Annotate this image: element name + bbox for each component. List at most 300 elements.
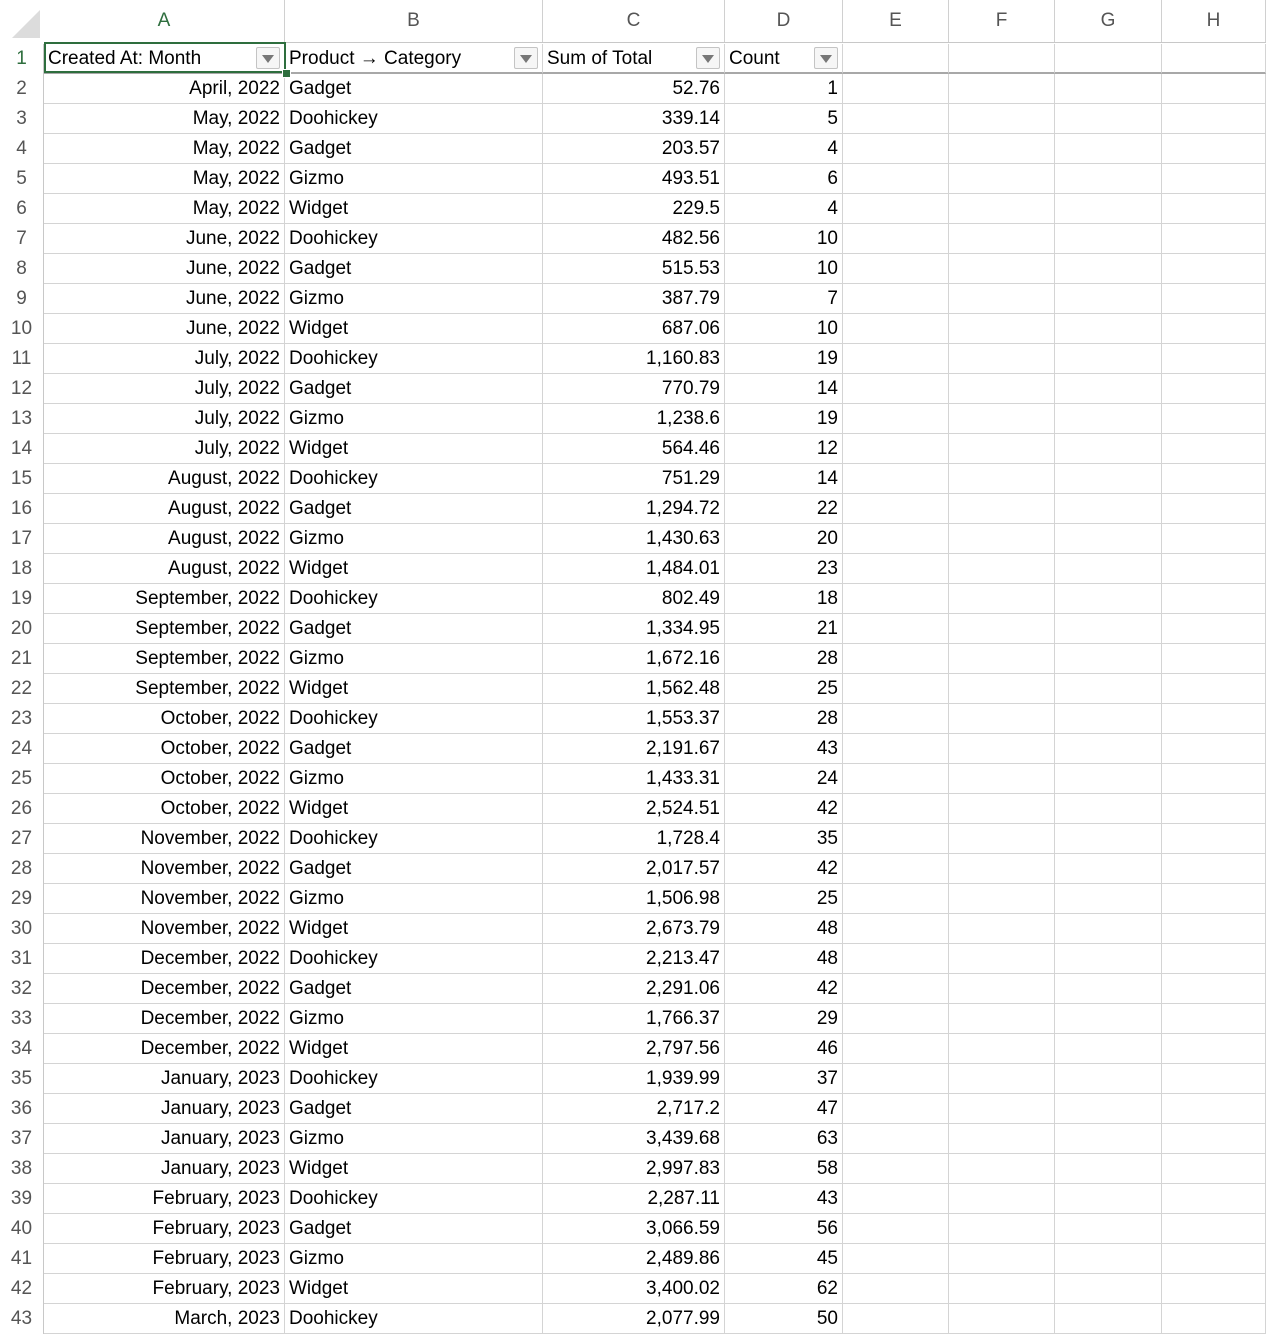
cell-count[interactable]: 19	[725, 344, 843, 374]
empty-cell[interactable]	[1162, 1154, 1266, 1184]
empty-cell[interactable]	[843, 1004, 949, 1034]
cell-count[interactable]: 21	[725, 614, 843, 644]
cell-count[interactable]: 14	[725, 464, 843, 494]
cell-count[interactable]: 4	[725, 134, 843, 164]
row-header[interactable]: 38	[0, 1154, 44, 1184]
empty-cell[interactable]	[1055, 1184, 1162, 1214]
empty-cell[interactable]	[949, 1304, 1055, 1334]
empty-cell[interactable]	[843, 104, 949, 134]
row-header[interactable]: 30	[0, 914, 44, 944]
cell-count[interactable]: 19	[725, 404, 843, 434]
empty-cell[interactable]	[1055, 1094, 1162, 1124]
empty-cell[interactable]	[949, 764, 1055, 794]
empty-cell[interactable]	[949, 1124, 1055, 1154]
cell-sum-of-total[interactable]: 770.79	[543, 374, 725, 404]
cell-sum-of-total[interactable]: 2,489.86	[543, 1244, 725, 1274]
empty-cell[interactable]	[1055, 74, 1162, 104]
empty-cell[interactable]	[1162, 464, 1266, 494]
cell-product-category[interactable]: Gizmo	[285, 764, 543, 794]
empty-cell[interactable]	[949, 44, 1055, 74]
cell-created-at-month[interactable]: May, 2022	[44, 164, 285, 194]
column-header-b[interactable]: B	[285, 0, 543, 42]
cell-created-at-month[interactable]: June, 2022	[44, 254, 285, 284]
row-header[interactable]: 41	[0, 1244, 44, 1274]
empty-cell[interactable]	[949, 1154, 1055, 1184]
cell-sum-of-total[interactable]: 229.5	[543, 194, 725, 224]
empty-cell[interactable]	[949, 1004, 1055, 1034]
empty-cell[interactable]	[843, 794, 949, 824]
cell-created-at-month[interactable]: June, 2022	[44, 314, 285, 344]
column-header-g[interactable]: G	[1055, 0, 1162, 42]
empty-cell[interactable]	[949, 584, 1055, 614]
empty-cell[interactable]	[949, 554, 1055, 584]
cell-product-category[interactable]: Doohickey	[285, 1064, 543, 1094]
empty-cell[interactable]	[949, 734, 1055, 764]
cell-created-at-month[interactable]: September, 2022	[44, 584, 285, 614]
column-header-e[interactable]: E	[843, 0, 949, 42]
cell-product-category[interactable]: Widget	[285, 1274, 543, 1304]
row-header[interactable]: 35	[0, 1064, 44, 1094]
empty-cell[interactable]	[843, 404, 949, 434]
cell-created-at-month[interactable]: November, 2022	[44, 914, 285, 944]
cell-product-category[interactable]: Widget	[285, 434, 543, 464]
row-header[interactable]: 28	[0, 854, 44, 884]
empty-cell[interactable]	[1162, 494, 1266, 524]
row-header[interactable]: 24	[0, 734, 44, 764]
cell-count[interactable]: 10	[725, 224, 843, 254]
empty-cell[interactable]	[1162, 1184, 1266, 1214]
cell-count[interactable]: 5	[725, 104, 843, 134]
cell-product-category[interactable]: Gadget	[285, 854, 543, 884]
cell-count[interactable]: 28	[725, 704, 843, 734]
empty-cell[interactable]	[1162, 734, 1266, 764]
cell-created-at-month[interactable]: April, 2022	[44, 74, 285, 104]
cell-created-at-month[interactable]: June, 2022	[44, 284, 285, 314]
empty-cell[interactable]	[949, 104, 1055, 134]
row-header[interactable]: 39	[0, 1184, 44, 1214]
empty-cell[interactable]	[949, 614, 1055, 644]
empty-cell[interactable]	[1162, 1274, 1266, 1304]
empty-cell[interactable]	[843, 914, 949, 944]
column-header-c[interactable]: C	[543, 0, 725, 42]
filter-dropdown-a-icon[interactable]	[256, 47, 280, 69]
column-header-h[interactable]: H	[1162, 0, 1266, 42]
empty-cell[interactable]	[843, 1034, 949, 1064]
row-header[interactable]: 14	[0, 434, 44, 464]
cell-product-category[interactable]: Gadget	[285, 494, 543, 524]
cell-product-category[interactable]: Gizmo	[285, 404, 543, 434]
cell-product-category[interactable]: Doohickey	[285, 704, 543, 734]
cell-count[interactable]: 23	[725, 554, 843, 584]
cell-count[interactable]: 43	[725, 734, 843, 764]
cell-product-category[interactable]: Gadget	[285, 734, 543, 764]
cell-count[interactable]: 18	[725, 584, 843, 614]
row-header[interactable]: 2	[0, 74, 44, 104]
cell-count[interactable]: 10	[725, 314, 843, 344]
cell-count[interactable]: 37	[725, 1064, 843, 1094]
cell-count[interactable]: 28	[725, 644, 843, 674]
cell-sum-of-total[interactable]: 1,672.16	[543, 644, 725, 674]
row-header[interactable]: 21	[0, 644, 44, 674]
cell-sum-of-total[interactable]: 2,673.79	[543, 914, 725, 944]
empty-cell[interactable]	[1162, 314, 1266, 344]
cell-created-at-month[interactable]: March, 2023	[44, 1304, 285, 1334]
empty-cell[interactable]	[1055, 824, 1162, 854]
cell-created-at-month[interactable]: October, 2022	[44, 794, 285, 824]
empty-cell[interactable]	[949, 704, 1055, 734]
cell-sum-of-total[interactable]: 1,430.63	[543, 524, 725, 554]
empty-cell[interactable]	[1055, 134, 1162, 164]
row-header[interactable]: 5	[0, 164, 44, 194]
empty-cell[interactable]	[1162, 104, 1266, 134]
row-header[interactable]: 20	[0, 614, 44, 644]
cell-sum-of-total[interactable]: 3,400.02	[543, 1274, 725, 1304]
filter-dropdown-b-icon[interactable]	[514, 47, 538, 69]
cell-created-at-month[interactable]: September, 2022	[44, 674, 285, 704]
cell-product-category[interactable]: Widget	[285, 194, 543, 224]
empty-cell[interactable]	[1055, 644, 1162, 674]
empty-cell[interactable]	[1162, 254, 1266, 284]
cell-sum-of-total[interactable]: 1,433.31	[543, 764, 725, 794]
cell-sum-of-total[interactable]: 203.57	[543, 134, 725, 164]
cell-created-at-month[interactable]: December, 2022	[44, 974, 285, 1004]
empty-cell[interactable]	[843, 1274, 949, 1304]
empty-cell[interactable]	[1055, 1274, 1162, 1304]
cell-sum-of-total[interactable]: 564.46	[543, 434, 725, 464]
cell-sum-of-total[interactable]: 1,939.99	[543, 1064, 725, 1094]
header-cell-created-at-month[interactable]	[44, 44, 285, 74]
empty-cell[interactable]	[949, 314, 1055, 344]
cell-created-at-month[interactable]: February, 2023	[44, 1214, 285, 1244]
empty-cell[interactable]	[949, 284, 1055, 314]
cell-sum-of-total[interactable]: 3,439.68	[543, 1124, 725, 1154]
empty-cell[interactable]	[1055, 464, 1162, 494]
empty-cell[interactable]	[843, 494, 949, 524]
cell-product-category[interactable]: Doohickey	[285, 584, 543, 614]
empty-cell[interactable]	[1162, 1034, 1266, 1064]
cell-created-at-month[interactable]: October, 2022	[44, 734, 285, 764]
cell-count[interactable]: 50	[725, 1304, 843, 1334]
cell-product-category[interactable]: Doohickey	[285, 224, 543, 254]
column-header-a[interactable]: A	[44, 0, 285, 42]
empty-cell[interactable]	[1055, 374, 1162, 404]
cell-product-category[interactable]: Doohickey	[285, 824, 543, 854]
cell-sum-of-total[interactable]: 1,484.01	[543, 554, 725, 584]
empty-cell[interactable]	[1055, 1214, 1162, 1244]
empty-cell[interactable]	[949, 134, 1055, 164]
cell-sum-of-total[interactable]: 687.06	[543, 314, 725, 344]
empty-cell[interactable]	[843, 254, 949, 284]
empty-cell[interactable]	[949, 1094, 1055, 1124]
empty-cell[interactable]	[949, 434, 1055, 464]
cell-count[interactable]: 22	[725, 494, 843, 524]
empty-cell[interactable]	[1162, 44, 1266, 74]
empty-cell[interactable]	[843, 1154, 949, 1184]
cell-sum-of-total[interactable]: 1,728.4	[543, 824, 725, 854]
empty-cell[interactable]	[843, 434, 949, 464]
cell-created-at-month[interactable]: January, 2023	[44, 1124, 285, 1154]
empty-cell[interactable]	[843, 134, 949, 164]
empty-cell[interactable]	[1055, 494, 1162, 524]
cell-sum-of-total[interactable]: 1,553.37	[543, 704, 725, 734]
cell-created-at-month[interactable]: October, 2022	[44, 764, 285, 794]
empty-cell[interactable]	[1055, 734, 1162, 764]
empty-cell[interactable]	[843, 1124, 949, 1154]
empty-cell[interactable]	[1055, 284, 1162, 314]
cell-product-category[interactable]: Widget	[285, 794, 543, 824]
empty-cell[interactable]	[949, 1064, 1055, 1094]
empty-cell[interactable]	[1162, 614, 1266, 644]
empty-cell[interactable]	[843, 854, 949, 884]
empty-cell[interactable]	[843, 1184, 949, 1214]
empty-cell[interactable]	[949, 224, 1055, 254]
empty-cell[interactable]	[843, 224, 949, 254]
row-header[interactable]: 43	[0, 1304, 44, 1334]
cell-created-at-month[interactable]: July, 2022	[44, 344, 285, 374]
cell-product-category[interactable]: Gadget	[285, 1094, 543, 1124]
empty-cell[interactable]	[1055, 974, 1162, 1004]
header-cell-product-category[interactable]	[285, 44, 543, 74]
row-header[interactable]: 11	[0, 344, 44, 374]
cell-sum-of-total[interactable]: 387.79	[543, 284, 725, 314]
cell-product-category[interactable]: Gizmo	[285, 524, 543, 554]
cell-sum-of-total[interactable]: 493.51	[543, 164, 725, 194]
cell-sum-of-total[interactable]: 2,191.67	[543, 734, 725, 764]
empty-cell[interactable]	[949, 1034, 1055, 1064]
empty-cell[interactable]	[1055, 44, 1162, 74]
empty-cell[interactable]	[843, 824, 949, 854]
cell-sum-of-total[interactable]: 1,562.48	[543, 674, 725, 704]
cell-created-at-month[interactable]: January, 2023	[44, 1094, 285, 1124]
cell-count[interactable]: 45	[725, 1244, 843, 1274]
row-header[interactable]: 7	[0, 224, 44, 254]
row-header[interactable]: 8	[0, 254, 44, 284]
cell-product-category[interactable]: Gadget	[285, 974, 543, 1004]
cell-count[interactable]: 48	[725, 914, 843, 944]
cell-product-category[interactable]: Widget	[285, 314, 543, 344]
empty-cell[interactable]	[1055, 884, 1162, 914]
cell-product-category[interactable]: Widget	[285, 1034, 543, 1064]
empty-cell[interactable]	[949, 194, 1055, 224]
empty-cell[interactable]	[949, 794, 1055, 824]
cell-created-at-month[interactable]: August, 2022	[44, 464, 285, 494]
empty-cell[interactable]	[1162, 914, 1266, 944]
cell-count[interactable]: 63	[725, 1124, 843, 1154]
cell-sum-of-total[interactable]: 2,291.06	[543, 974, 725, 1004]
empty-cell[interactable]	[949, 524, 1055, 554]
cell-created-at-month[interactable]: October, 2022	[44, 704, 285, 734]
empty-cell[interactable]	[1055, 854, 1162, 884]
row-header[interactable]: 23	[0, 704, 44, 734]
cell-product-category[interactable]: Gizmo	[285, 1004, 543, 1034]
cell-created-at-month[interactable]: November, 2022	[44, 884, 285, 914]
cell-created-at-month[interactable]: August, 2022	[44, 494, 285, 524]
cell-product-category[interactable]: Doohickey	[285, 464, 543, 494]
cell-created-at-month[interactable]: September, 2022	[44, 614, 285, 644]
empty-cell[interactable]	[1162, 194, 1266, 224]
empty-cell[interactable]	[843, 464, 949, 494]
empty-cell[interactable]	[843, 1244, 949, 1274]
empty-cell[interactable]	[949, 344, 1055, 374]
row-header[interactable]: 13	[0, 404, 44, 434]
empty-cell[interactable]	[1055, 1304, 1162, 1334]
cell-product-category[interactable]: Widget	[285, 554, 543, 584]
cell-count[interactable]: 56	[725, 1214, 843, 1244]
empty-cell[interactable]	[843, 584, 949, 614]
row-header[interactable]: 22	[0, 674, 44, 704]
empty-cell[interactable]	[1162, 1304, 1266, 1334]
row-header[interactable]: 36	[0, 1094, 44, 1124]
empty-cell[interactable]	[1055, 554, 1162, 584]
cell-sum-of-total[interactable]: 1,334.95	[543, 614, 725, 644]
cell-sum-of-total[interactable]: 2,287.11	[543, 1184, 725, 1214]
cell-product-category[interactable]: Widget	[285, 674, 543, 704]
row-header[interactable]: 37	[0, 1124, 44, 1154]
empty-cell[interactable]	[1055, 404, 1162, 434]
cell-created-at-month[interactable]: December, 2022	[44, 1004, 285, 1034]
cell-count[interactable]: 48	[725, 944, 843, 974]
cell-product-category[interactable]: Doohickey	[285, 944, 543, 974]
row-header[interactable]: 19	[0, 584, 44, 614]
empty-cell[interactable]	[1055, 914, 1162, 944]
empty-cell[interactable]	[843, 284, 949, 314]
empty-cell[interactable]	[1162, 344, 1266, 374]
row-header[interactable]: 34	[0, 1034, 44, 1064]
empty-cell[interactable]	[843, 1094, 949, 1124]
empty-cell[interactable]	[843, 374, 949, 404]
cell-count[interactable]: 42	[725, 854, 843, 884]
cell-sum-of-total[interactable]: 802.49	[543, 584, 725, 614]
empty-cell[interactable]	[1162, 374, 1266, 404]
empty-cell[interactable]	[843, 164, 949, 194]
cell-created-at-month[interactable]: May, 2022	[44, 104, 285, 134]
empty-cell[interactable]	[1055, 584, 1162, 614]
empty-cell[interactable]	[843, 734, 949, 764]
cell-count[interactable]: 43	[725, 1184, 843, 1214]
empty-cell[interactable]	[1162, 824, 1266, 854]
empty-cell[interactable]	[1162, 1214, 1266, 1244]
empty-cell[interactable]	[949, 1214, 1055, 1244]
row-header[interactable]: 33	[0, 1004, 44, 1034]
cell-count[interactable]: 42	[725, 794, 843, 824]
cell-product-category[interactable]: Gizmo	[285, 1244, 543, 1274]
empty-cell[interactable]	[1162, 224, 1266, 254]
empty-cell[interactable]	[1162, 764, 1266, 794]
empty-cell[interactable]	[1055, 1034, 1162, 1064]
row-header[interactable]: 9	[0, 284, 44, 314]
empty-cell[interactable]	[949, 1244, 1055, 1274]
cell-sum-of-total[interactable]: 2,997.83	[543, 1154, 725, 1184]
cell-product-category[interactable]: Doohickey	[285, 344, 543, 374]
empty-cell[interactable]	[843, 764, 949, 794]
cell-sum-of-total[interactable]: 2,213.47	[543, 944, 725, 974]
cell-created-at-month[interactable]: June, 2022	[44, 224, 285, 254]
empty-cell[interactable]	[949, 974, 1055, 1004]
empty-cell[interactable]	[843, 74, 949, 104]
cell-sum-of-total[interactable]: 2,717.2	[543, 1094, 725, 1124]
cell-product-category[interactable]: Gadget	[285, 134, 543, 164]
row-header[interactable]: 16	[0, 494, 44, 524]
cell-created-at-month[interactable]: August, 2022	[44, 554, 285, 584]
cell-product-category[interactable]: Gadget	[285, 254, 543, 284]
cell-sum-of-total[interactable]: 2,077.99	[543, 1304, 725, 1334]
row-header[interactable]: 15	[0, 464, 44, 494]
cell-product-category[interactable]: Gadget	[285, 614, 543, 644]
cell-product-category[interactable]: Gizmo	[285, 884, 543, 914]
row-header[interactable]: 18	[0, 554, 44, 584]
empty-cell[interactable]	[1055, 1004, 1162, 1034]
cell-created-at-month[interactable]: December, 2022	[44, 1034, 285, 1064]
empty-cell[interactable]	[1162, 854, 1266, 884]
cell-created-at-month[interactable]: November, 2022	[44, 824, 285, 854]
empty-cell[interactable]	[949, 494, 1055, 524]
cell-sum-of-total[interactable]: 1,294.72	[543, 494, 725, 524]
empty-cell[interactable]	[1162, 674, 1266, 704]
cell-product-category[interactable]: Widget	[285, 1154, 543, 1184]
empty-cell[interactable]	[843, 1304, 949, 1334]
empty-cell[interactable]	[843, 614, 949, 644]
row-header[interactable]: 26	[0, 794, 44, 824]
empty-cell[interactable]	[1055, 944, 1162, 974]
cell-sum-of-total[interactable]: 751.29	[543, 464, 725, 494]
cell-sum-of-total[interactable]: 1,766.37	[543, 1004, 725, 1034]
row-header[interactable]: 32	[0, 974, 44, 1004]
empty-cell[interactable]	[843, 314, 949, 344]
cell-created-at-month[interactable]: May, 2022	[44, 134, 285, 164]
empty-cell[interactable]	[1055, 104, 1162, 134]
cell-sum-of-total[interactable]: 3,066.59	[543, 1214, 725, 1244]
empty-cell[interactable]	[1055, 314, 1162, 344]
empty-cell[interactable]	[1162, 554, 1266, 584]
cell-product-category[interactable]: Widget	[285, 914, 543, 944]
empty-cell[interactable]	[843, 1214, 949, 1244]
filter-dropdown-c-icon[interactable]	[696, 47, 720, 69]
empty-cell[interactable]	[1055, 704, 1162, 734]
empty-cell[interactable]	[1162, 644, 1266, 674]
cell-product-category[interactable]: Gadget	[285, 1214, 543, 1244]
cell-count[interactable]: 10	[725, 254, 843, 284]
empty-cell[interactable]	[949, 164, 1055, 194]
empty-cell[interactable]	[1162, 434, 1266, 464]
empty-cell[interactable]	[1055, 434, 1162, 464]
row-header[interactable]: 25	[0, 764, 44, 794]
empty-cell[interactable]	[1162, 524, 1266, 554]
cell-count[interactable]: 24	[725, 764, 843, 794]
cell-created-at-month[interactable]: February, 2023	[44, 1274, 285, 1304]
empty-cell[interactable]	[1162, 704, 1266, 734]
empty-cell[interactable]	[949, 464, 1055, 494]
empty-cell[interactable]	[843, 884, 949, 914]
filter-dropdown-d-icon[interactable]	[814, 47, 838, 69]
empty-cell[interactable]	[1162, 1124, 1266, 1154]
row-header[interactable]: 17	[0, 524, 44, 554]
cell-count[interactable]: 47	[725, 1094, 843, 1124]
empty-cell[interactable]	[1055, 164, 1162, 194]
empty-cell[interactable]	[949, 914, 1055, 944]
cell-product-category[interactable]: Gizmo	[285, 1124, 543, 1154]
cell-product-category[interactable]: Gadget	[285, 374, 543, 404]
empty-cell[interactable]	[1162, 974, 1266, 1004]
empty-cell[interactable]	[843, 344, 949, 374]
cell-count[interactable]: 14	[725, 374, 843, 404]
cell-count[interactable]: 7	[725, 284, 843, 314]
empty-cell[interactable]	[1162, 944, 1266, 974]
row-header[interactable]: 29	[0, 884, 44, 914]
row-header[interactable]: 12	[0, 374, 44, 404]
cell-sum-of-total[interactable]: 52.76	[543, 74, 725, 104]
cell-created-at-month[interactable]: May, 2022	[44, 194, 285, 224]
row-header[interactable]: 42	[0, 1274, 44, 1304]
